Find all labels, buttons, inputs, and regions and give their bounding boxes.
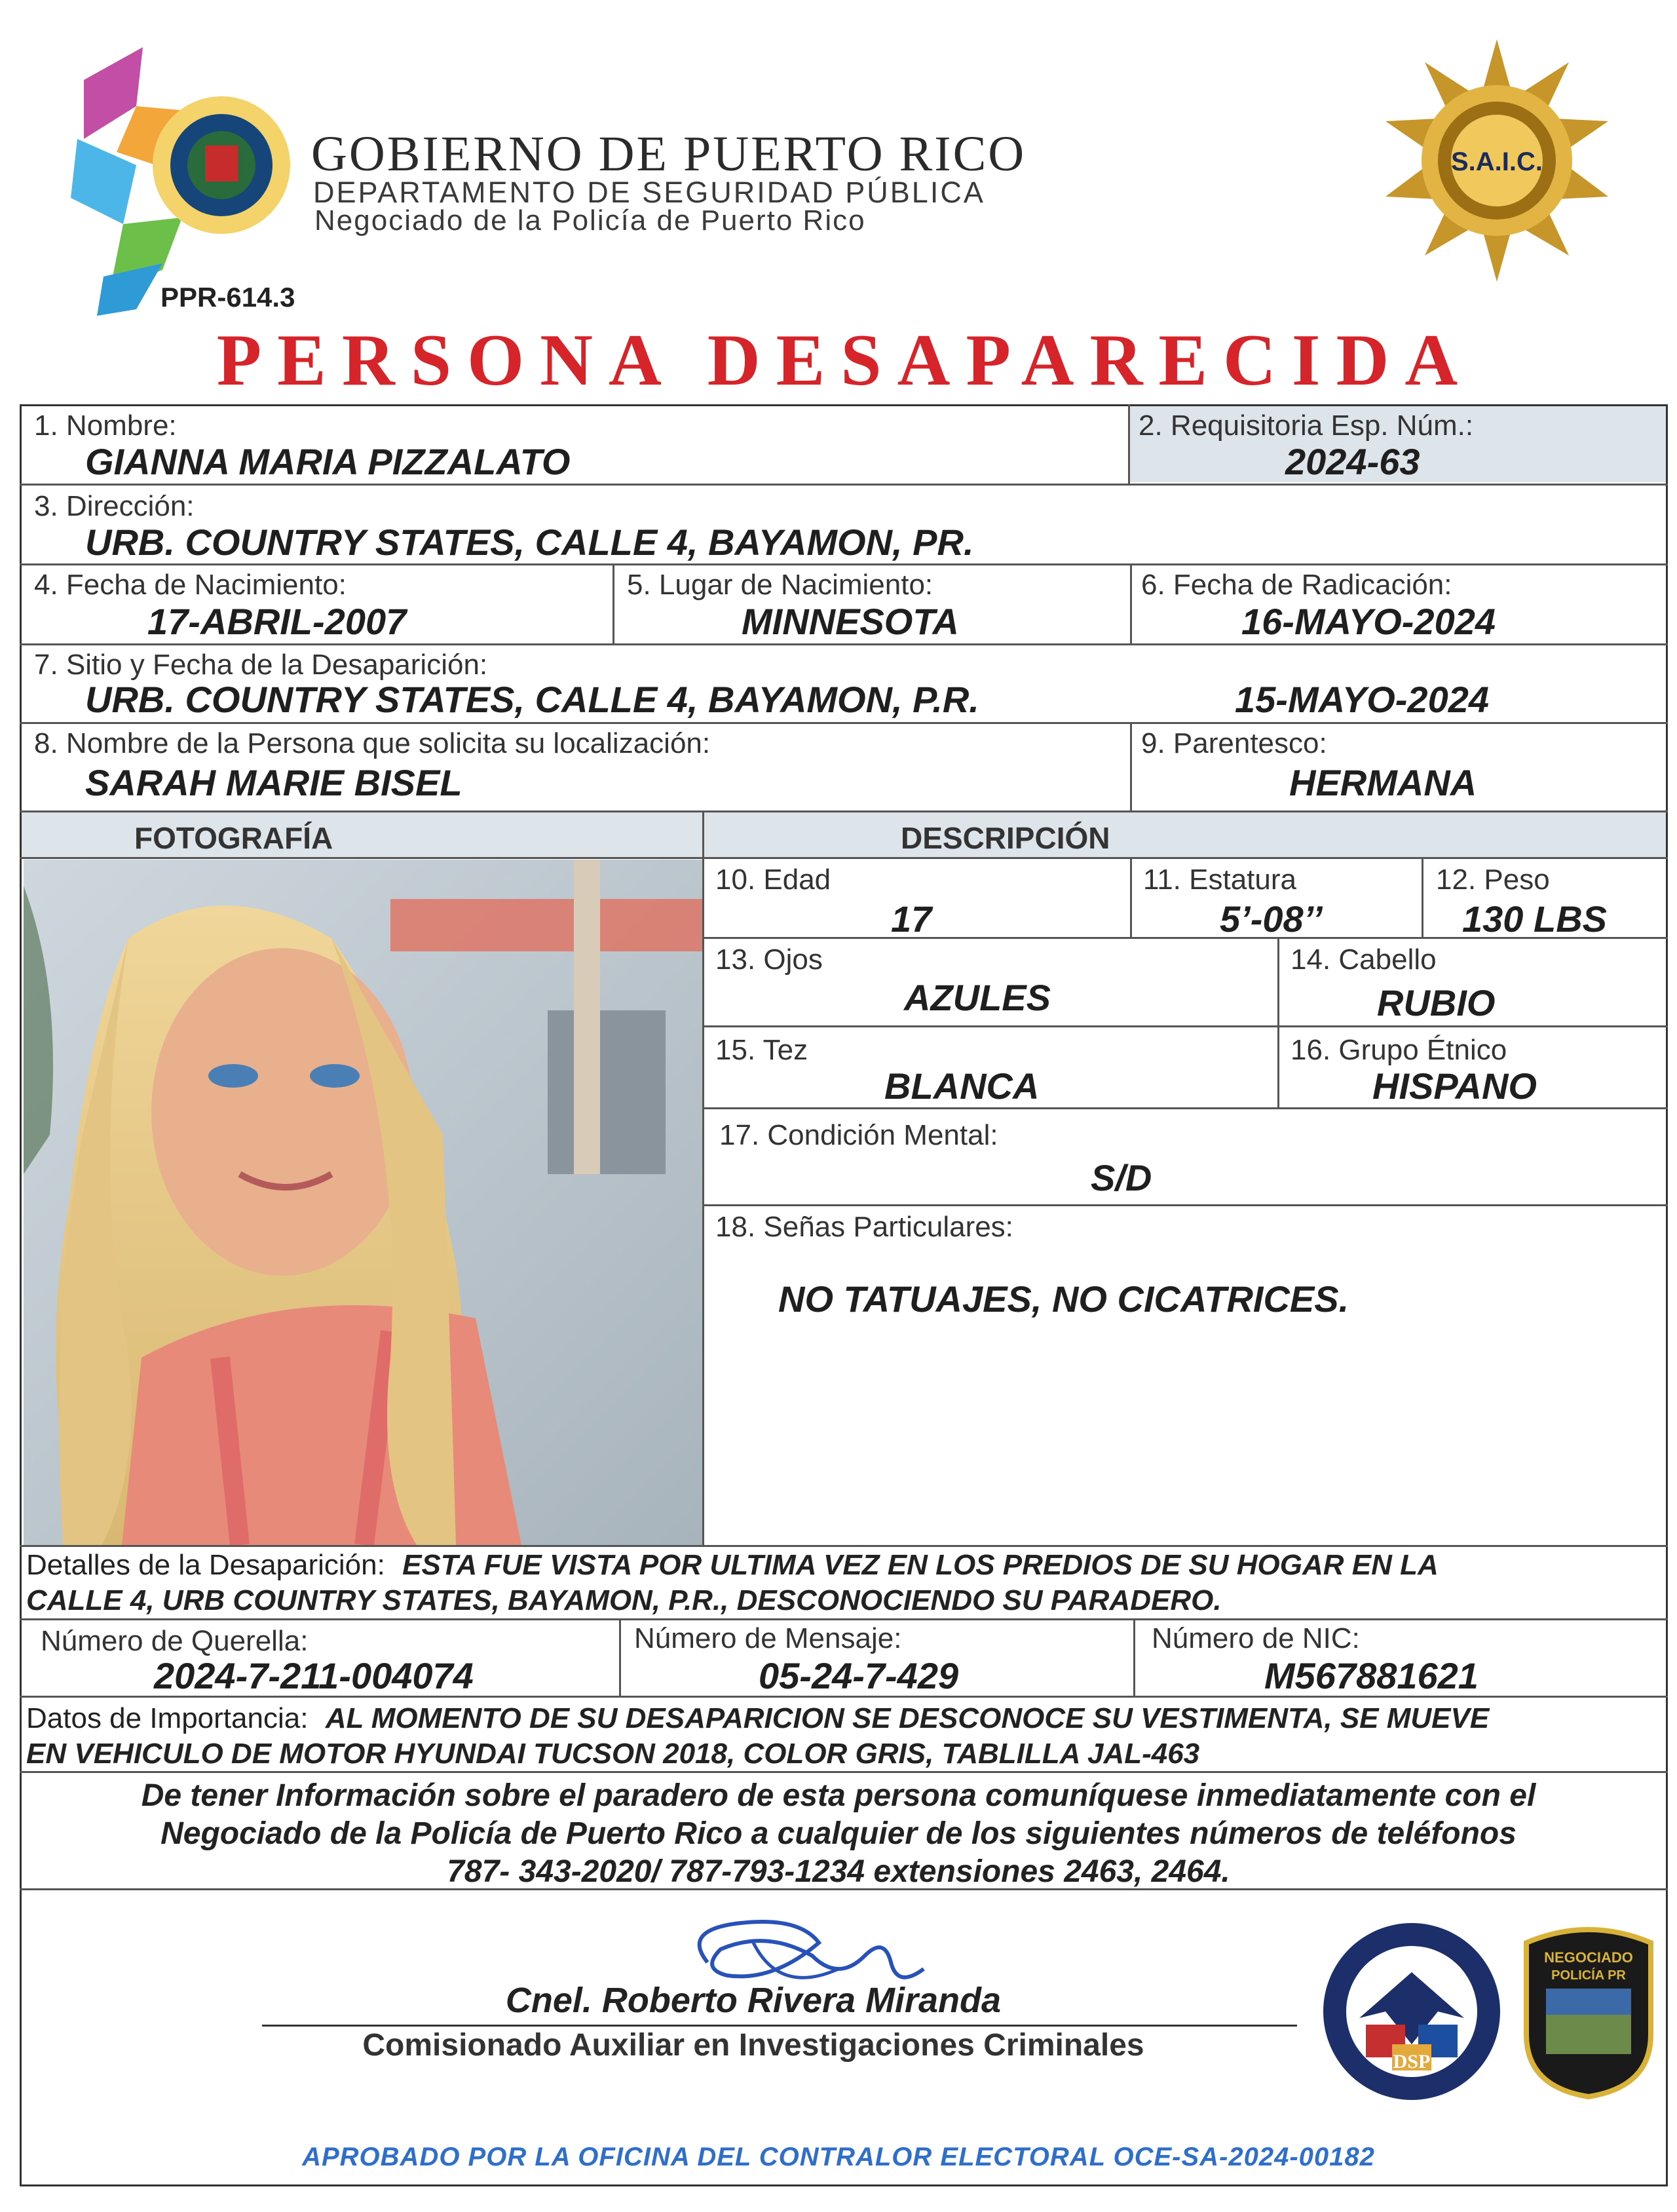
description-section-header: DESCRIPCIÓN [901,821,1110,855]
estatura-label: 11. Estatura [1143,864,1296,896]
peso-label: 12. Peso [1436,864,1550,896]
saic-badge-icon [1379,36,1615,305]
details-text-1: ESTA FUE VISTA POR ULTIMA VEZ EN LOS PREDIOS DE SU HOGAR EN LA [402,1549,1439,1581]
solicitante-label: 8. Nombre de la Persona que solicita su localización: [34,727,711,759]
svg-text:POLICÍA PR: POLICÍA PR [1551,1968,1626,1983]
ojos-label: 13. Ojos [715,944,823,976]
tez-label: 15. Tez [715,1034,808,1066]
direccion-label: 3. Dirección: [34,490,195,522]
senas-label: 18. Señas Particulares: [715,1211,1013,1243]
form-code: PPR-614.3 [160,282,295,313]
importance-line-2 [26,1738,1199,1770]
edad-value: 17 [891,898,932,940]
direccion-value: URB. COUNTRY STATES, CALLE 4, BAYAMON, PR. [85,522,974,563]
condicion-value: S/D [1091,1157,1152,1198]
cabello-label: 14. Cabello [1291,944,1437,976]
importance-text-2: EN VEHICULO DE MOTOR HYUNDAI TUCSON 2018, COLOR GRIS, TABLILLA JAL-463 [26,1738,1200,1770]
importance-text-1: AL MOMENTO DE SU DESAPARICION SE DESCONOCE SU VESTIMENTA, SE MUEVE [325,1702,1490,1734]
nombre-value: GIANNA MARIA PIZZALATO [85,441,571,482]
nic-value: M567881621 [1264,1655,1479,1696]
sitio-label: 7. Sitio y Fecha de la Desaparición: [34,649,488,681]
grupo-label: 16. Grupo Étnico [1291,1034,1507,1066]
mensaje-value: 05-24-7-429 [759,1655,959,1696]
department-name: DEPARTAMENTO DE SEGURIDAD PÚBLICA [313,176,985,209]
photo-section-header: FOTOGRAFÍA [134,821,333,855]
dsp-seal-icon [1320,1920,1503,2103]
ojos-value: AZULES [904,977,1051,1018]
parentesco-value: HERMANA [1289,762,1477,803]
requisitoria-value: 2024-63 [1285,441,1420,482]
details-text-2: CALLE 4, URB COUNTRY STATES, BAYAMON, P.R., DESCONOCIENDO SU PARADERO. [26,1584,1222,1616]
nacimiento-value: 17-ABRIL-2007 [147,601,407,642]
government-logo [58,41,320,316]
approval-footer: APROBADO POR LA OFICINA DEL CONTRALOR ELECTORAL OCE-SA-2024-00182 [302,2143,1375,2171]
contact-line-1: De tener Información sobre el paradero de esta persona comuníquese inmediatamente con el [141,1778,1536,1813]
peso-value: 130 LBS [1462,898,1607,940]
fecha-desaparicion-value: 15-MAYO-2024 [1235,679,1490,720]
details-line-1 [26,1549,1439,1582]
signatory-name: Cnel. Roberto Rivera Miranda [505,1981,1002,2020]
npr-patch-icon [1520,1923,1657,2100]
svg-text:NEGOCIADO: NEGOCIADO [1544,1949,1633,1966]
solicitante-value: SARAH MARIE BISEL [85,762,462,803]
mensaje-label: Número de Mensaje: [634,1622,902,1654]
missing-person-photo [24,860,702,1545]
querella-value: 2024-7-211-004074 [154,1655,474,1696]
grupo-value: HISPANO [1372,1065,1537,1107]
svg-text:DSP: DSP [1393,2051,1431,2072]
importance-label: Datos de Importancia: [26,1702,309,1734]
importance-line-1 [26,1702,1489,1735]
tez-value: BLANCA [884,1065,1040,1107]
radicacion-value: 16-MAYO-2024 [1241,601,1496,642]
contact-line-3: 787- 343-2020/ 787-793-1234 extensiones 2463, 2464. [447,1854,1230,1889]
page-title: PERSONA DESAPARECIDA [216,320,1474,401]
querella-label: Número de Querella: [41,1625,309,1657]
bureau-name: Negociado de la Policía de Puerto Rico [314,204,866,237]
lugar-label: 5. Lugar de Nacimiento: [627,569,933,601]
radicacion-label: 6. Fecha de Radicación: [1141,569,1452,601]
signatory-title: Comisionado Auxiliar en Investigaciones Criminales [362,2028,1144,2063]
lugar-value: MINNESOTA [742,601,959,642]
sitio-value: URB. COUNTRY STATES, CALLE 4, BAYAMON, P.R. [85,679,979,720]
nacimiento-label: 4. Fecha de Nacimiento: [34,569,347,601]
svg-text:S.A.I.C.: S.A.I.C. [1450,147,1543,176]
nombre-label: 1. Nombre: [34,410,177,442]
senas-value: NO TATUAJES, NO CICATRICES. [778,1278,1349,1320]
contact-line-2: Negociado de la Policía de Puerto Rico a cualquier de los siguientes números de teléfonos [160,1816,1517,1851]
nic-label: Número de NIC: [1152,1622,1360,1654]
details-label: Detalles de la Desaparición: [26,1549,385,1581]
parentesco-label: 9. Parentesco: [1141,727,1327,759]
edad-label: 10. Edad [715,864,831,896]
estatura-value: 5’-08’’ [1220,898,1323,940]
details-line-2 [26,1584,1222,1617]
requisitoria-label: 2. Requisitoria Esp. Núm.: [1139,410,1474,442]
government-name: GOBIERNO DE PUERTO RICO [311,126,1027,181]
condicion-label: 17. Condición Mental: [719,1119,998,1151]
cabello-value: RUBIO [1377,982,1496,1023]
